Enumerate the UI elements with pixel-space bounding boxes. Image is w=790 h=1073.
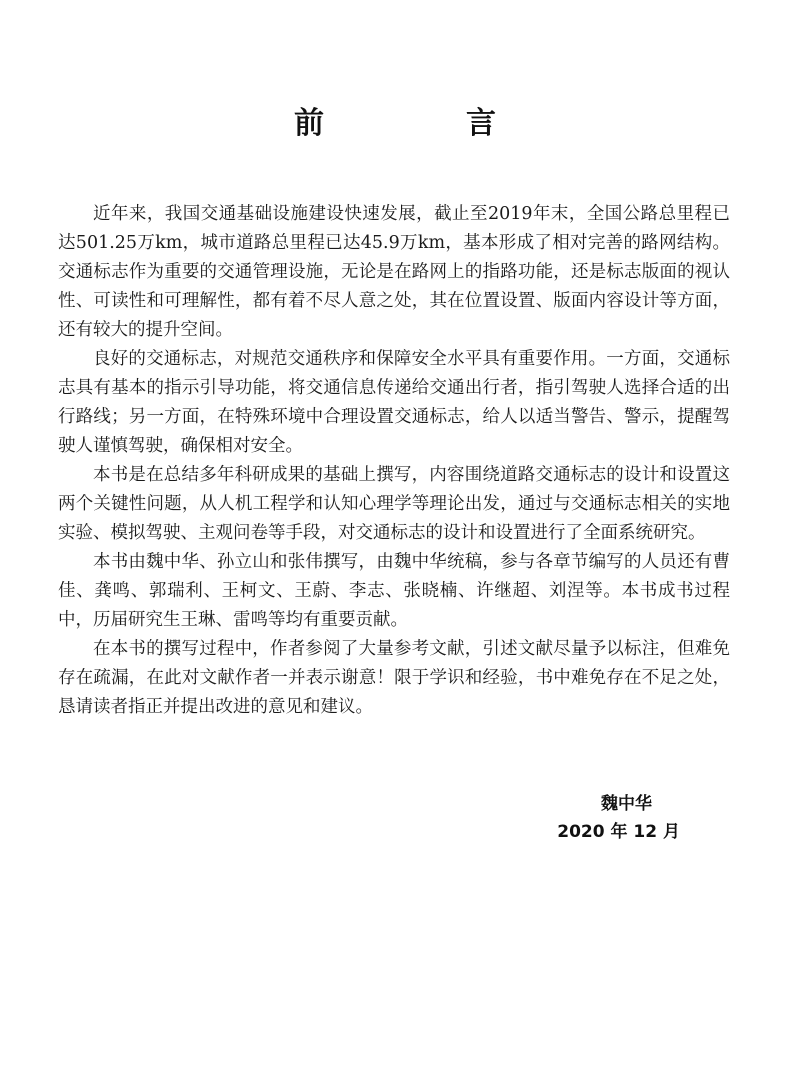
paragraph: 近年来，我国交通基础设施建设快速发展，截止至2019年末，全国公路总里程已达501.25万km，城市道路总里程已达45.9万km，基本形成了相对完善的路网结构。交通标志作为重要的交通管理设施，无论是在路网上的指路功能，还是标志版面的视认性、可读性和可理解性，都有着不尽人意之处，其在位置设置、版面内容设计等方面，还有较大的提升空间。 [58, 204, 730, 340]
paragraph: 良好的交通标志，对规范交通秩序和保障安全水平具有重要作用。一方面，交通标志具有基本的指示引导功能，将交通信息传递给交通出行者，指引驾驶人选择合适的出行路线；另一方面，在特殊环境中合理设置交通标志，给人以适当警告、警示，提醒驾驶人谨慎驾驶，确保相对安全。 [58, 349, 730, 456]
preface-body [58, 200, 730, 722]
paragraph: 本书由魏中华、孙立山和张伟撰写，由魏中华统稿，参与各章节编写的人员还有曹佳、龚鸣、郭瑞利、王柯文、王蔚、李志、张晓楠、许继超、刘涅等。本书成书过程中，历届研究生王琳、雷鸣等均有重要贡献。 [58, 552, 730, 630]
page-title: 前 言 [294, 106, 552, 141]
signature-date: 2020 年 12 月 [557, 822, 680, 842]
paragraph: 本书是在总结多年科研成果的基础上撰写，内容围绕道路交通标志的设计和设置这两个关键性问题，从人机工程学和认知心理学等理论出发，通过与交通标志相关的实地实验、模拟驾驶、主观问卷等手段，对交通标志的设计和设置进行了全面系统研究。 [58, 465, 730, 543]
signature-block [557, 790, 680, 846]
signature-author: 魏中华 [601, 794, 652, 814]
paragraph: 在本书的撰写过程中，作者参阅了大量参考文献，引述文献尽量予以标注，但难免存在疏漏，在此对文献作者一并表示谢意！限于学识和经验，书中难免存在不足之处，恳请读者指正并提出改进的意见和建议。 [58, 639, 730, 717]
